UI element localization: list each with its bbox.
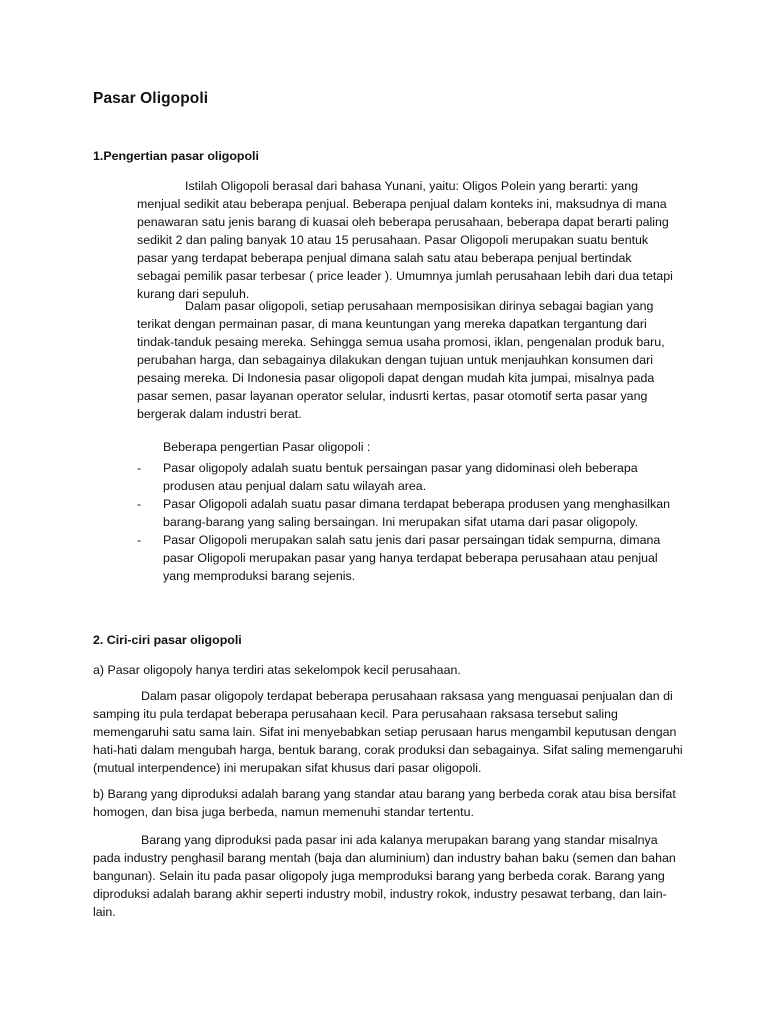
list-heading: Beberapa pengertian Pasar oligopoli : [163,440,371,454]
point-a-heading: a) Pasar oligopoly hanya terdiri atas sekelompok kecil perusahaan. [93,663,461,677]
point-b-paragraph: Barang yang diproduksi pada pasar ini ada kalanya merupakan barang yang standar misalnya pada industry penghasil barang mentah (baja dan aluminium) dan industry bahan baku (semen dan bahan bangunan). Selain itu pada pasar oligopoly juga memproduksi barang yang berbeda corak. Barang yang diproduksi adalah barang akhir seperti industry mobil, industry rokok, industry pesawat terbang, dan lain-lain. [93,833,676,919]
list-item: - Pasar Oligopoli adalah suatu pasar dimana terdapat beberapa produsen yang menghasilkan barang-barang yang saling bersaingan. Ini merupakan sifat utama dari pasar oligopoly. [137,497,670,529]
document-title: Pasar Oligopoli [93,90,209,107]
section-1-paragraph-2: Dalam pasar oligopoli, setiap perusahaan memposisikan dirinya sebagai bagian yang terikat dengan permainan pasar, di mana keuntungan yang mereka dapatkan tergantung dari tindak-tanduk pesaing mereka. Sehingga semua usaha promosi, iklan, pengenalan produk baru, perubahan harga, dan sebagainya dilakukan dengan tujuan untuk menjauhkan konsumen dari pesaing mereka. Di Indonesia pasar oligopoli dapat dengan mudah kita jumpai, misalnya pada pasar semen, pasar layanan operator selular, indusrti kertas, pasar otomotif serta pasar yang bergerak dalam industri berat. [137,299,665,421]
list-item: - Pasar Oligopoli merupakan salah satu jenis dari pasar persaingan tidak sempurna, dimana pasar Oligopoli merupakan pasar yang hanya terdapat beberapa perusahaan atau penjual yang memproduksi barang sejenis. [137,533,661,583]
definition-list [137,459,677,585]
section-1-heading: 1.Pengertian pasar oligopoli [93,149,259,163]
list-item: - Pasar oligopoly adalah suatu bentuk persaingan pasar yang didominasi oleh beberapa produsen atau penjual dalam satu wilayah area. [137,461,638,493]
point-a-paragraph: Dalam pasar oligopoly terdapat beberapa perusahaan raksasa yang menguasai penjualan dan di samping itu pula terdapat beberapa perusahaan kecil. Para perusahaan raksasa tersebut saling memengaruhi satu sama lain. Sifat ini menyebabkan setiap perusaan harus mengambil keputusan dengan hati-hati dalam mengubah harga, bentuk barang, corak produksi dan sebagainya. Sifat saling memengaruhi (mutual interpendence) ini merupakan sifat khusus dari pasar oligopoli. [93,689,683,775]
point-b-heading: b) Barang yang diproduksi adalah barang yang standar atau barang yang berbeda corak atau bisa bersifat homogen, dan bisa juga berbeda, namun memenuhi standar tertentu. [93,787,676,819]
section-2-heading: 2. Ciri-ciri pasar oligopoli [93,633,242,647]
section-1-paragraph-1: Istilah Oligopoli berasal dari bahasa Yunani, yaitu: Oligos Polein yang berarti: yang menjual sedikit atau beberapa penjual. Beberapa penjual dalam konteks ini, maksudnya di mana penawaran satu jenis barang di kuasai oleh beberapa perusahaan, beberapa dapat berarti paling sedikit 2 dan paling banyak 10 atau 15 perusahaan. Pasar Oligopoli merupakan suatu bentuk pasar yang terdapat beberapa penjual dimana salah satu atau beberapa penjual bertindak sebagai pemilik pasar terbesar ( price leader ). Umumnya jumlah perusahaan lebih dari dua tetapi kurang dari sepuluh. [137,179,673,301]
